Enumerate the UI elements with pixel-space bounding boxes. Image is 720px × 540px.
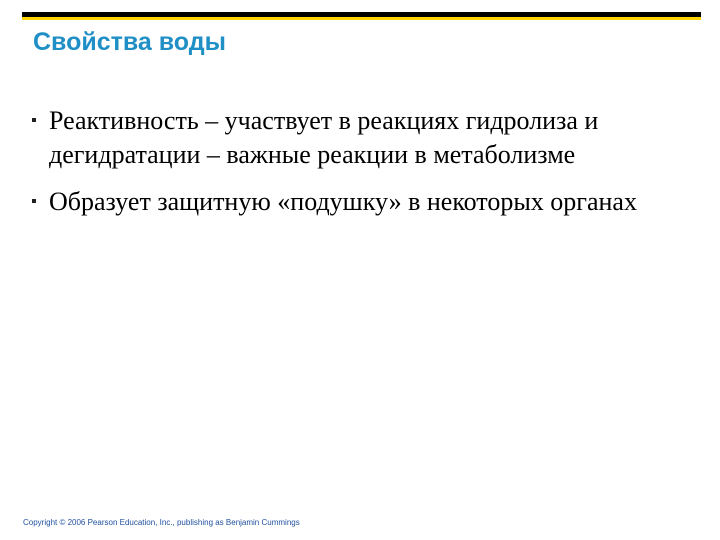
top-rule [22, 12, 701, 20]
bullet-text: Реактивность – участвует в реакциях гидролиза и дегидратации – важные реакции в метаболизме [49, 106, 599, 169]
square-bullet-icon [32, 118, 36, 122]
bullet-item-cushion [30, 185, 690, 219]
bullet-list [30, 104, 690, 232]
square-bullet-icon [32, 199, 36, 203]
copyright-notice: Copyright © 2006 Pearson Education, Inc., publishing as Benjamin Cummings [23, 518, 300, 527]
top-rule-yellow-bar [22, 17, 701, 20]
bullet-text: Образует защитную «подушку» в некоторых органах [49, 187, 637, 216]
bullet-item-reactivity [30, 104, 690, 172]
slide-title: Свойства воды [33, 28, 226, 56]
